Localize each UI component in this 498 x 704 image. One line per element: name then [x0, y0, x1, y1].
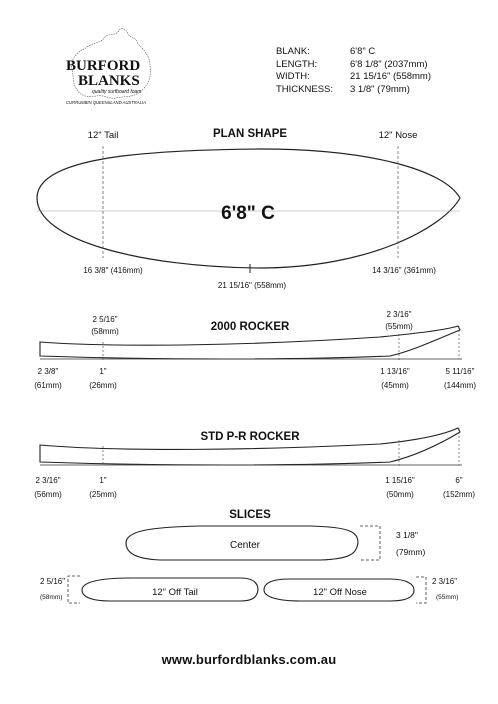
slice-tail-thickness-mm: (58mm)	[40, 594, 63, 601]
spec-value-blank: 6'8" C	[350, 46, 376, 57]
slice-nose-thickness: 2 3/16"	[432, 577, 458, 586]
rocker-std-tail12-mm: (25mm)	[89, 490, 117, 499]
spec-label-width: WIDTH:	[276, 71, 310, 83]
rocker-2000-tail12-top: 2 5/16"	[92, 315, 118, 324]
slice-tail-thickness: 2 5/16"	[40, 577, 66, 586]
website-url[interactable]: www.burfordblanks.com.au	[161, 652, 337, 667]
slices-title: SLICES	[229, 509, 271, 521]
plan-nose-marker-label: 12" Nose	[378, 130, 418, 141]
spec-label-blank: BLANK:	[276, 46, 310, 57]
slice-nose-thickness-mm: (55mm)	[436, 594, 459, 601]
spec-values	[350, 46, 431, 96]
spec-value-length: 6'8 1/8" (2037mm)	[350, 58, 428, 70]
slice-tail	[40, 576, 258, 603]
rocker-2000-nose-end-mm: (144mm)	[443, 381, 477, 390]
plan-tail-marker-label: 12" Tail	[87, 130, 119, 141]
rocker-std-nose12-mm: (50mm)	[386, 490, 414, 499]
spec-labels	[276, 46, 333, 96]
rocker-std-tail-end-mm: (56mm)	[34, 490, 62, 499]
plan-tail-width: 16 3/8" (416mm)	[83, 266, 143, 275]
logo-tagline: quality surfboard foam	[92, 89, 142, 95]
rocker-2000-nose12-top: 2 3/16"	[386, 310, 412, 319]
logo-brand-line2: BLANKS	[78, 73, 140, 89]
rocker-2000-tail-end: 2 3/8"	[37, 367, 59, 376]
slice-nose	[264, 577, 458, 603]
slice-tail-label: 12" Off Tail	[152, 587, 198, 598]
rocker-std-tail-end: 2 3/16"	[35, 476, 61, 485]
rocker-2000-nose12-top-mm: (55mm)	[385, 322, 413, 331]
rocker-std-nose12: 1 15/16"	[385, 476, 415, 485]
rocker-std-nose-end: 6"	[455, 476, 463, 485]
logo-brand-line1: BURFORD	[66, 58, 141, 74]
rocker-2000-nose12-mm: (45mm)	[381, 381, 409, 390]
slice-center	[126, 526, 425, 560]
rocker-std-title: STD P-R ROCKER	[200, 431, 300, 443]
rocker-2000-nose-end: 5 11/16"	[445, 367, 475, 376]
rocker-std-nose-end-mm: (152mm)	[442, 490, 476, 499]
slice-center-thickness-mm: (79mm)	[396, 547, 426, 557]
plan-shape-title: PLAN SHAPE	[212, 128, 288, 140]
slice-nose-bracket	[416, 577, 426, 603]
plan-center-width: 21 15/16" (558mm)	[217, 281, 287, 290]
rocker-2000-tail-end-mm: (61mm)	[34, 381, 62, 390]
spec-label-thickness: THICKNESS:	[276, 83, 334, 95]
spec-label-length: LENGTH:	[276, 58, 318, 70]
rocker-std-tail12: 1"	[99, 476, 107, 485]
slice-center-thickness: 3 1/8"	[396, 530, 418, 540]
spec-value-thickness: 3 1/8" (79mm)	[350, 83, 410, 95]
plan-nose-width: 14 3/16" (361mm)	[372, 266, 436, 275]
slice-tail-bracket	[68, 576, 80, 603]
logo-location: CURRUMBIN QUEENSLAND AUSTRALIA	[66, 100, 146, 105]
burford-blanks-logo	[66, 28, 151, 105]
rocker-2000-tail12: 1"	[99, 367, 107, 376]
spec-value-width: 21 15/16" (558mm)	[350, 71, 431, 83]
rocker-2000-nose12: 1 13/16"	[380, 367, 410, 376]
plan-model-label: 6'8" C	[221, 203, 275, 224]
slice-center-bracket	[360, 526, 380, 560]
rocker-2000-tail12-top-mm: (58mm)	[91, 327, 119, 336]
slice-nose-label: 12" Off Nose	[313, 587, 367, 598]
rocker-2000-title: 2000 ROCKER	[210, 321, 290, 333]
slice-center-label: Center	[229, 540, 261, 551]
rocker-2000-tail12-mm: (26mm)	[89, 381, 117, 390]
